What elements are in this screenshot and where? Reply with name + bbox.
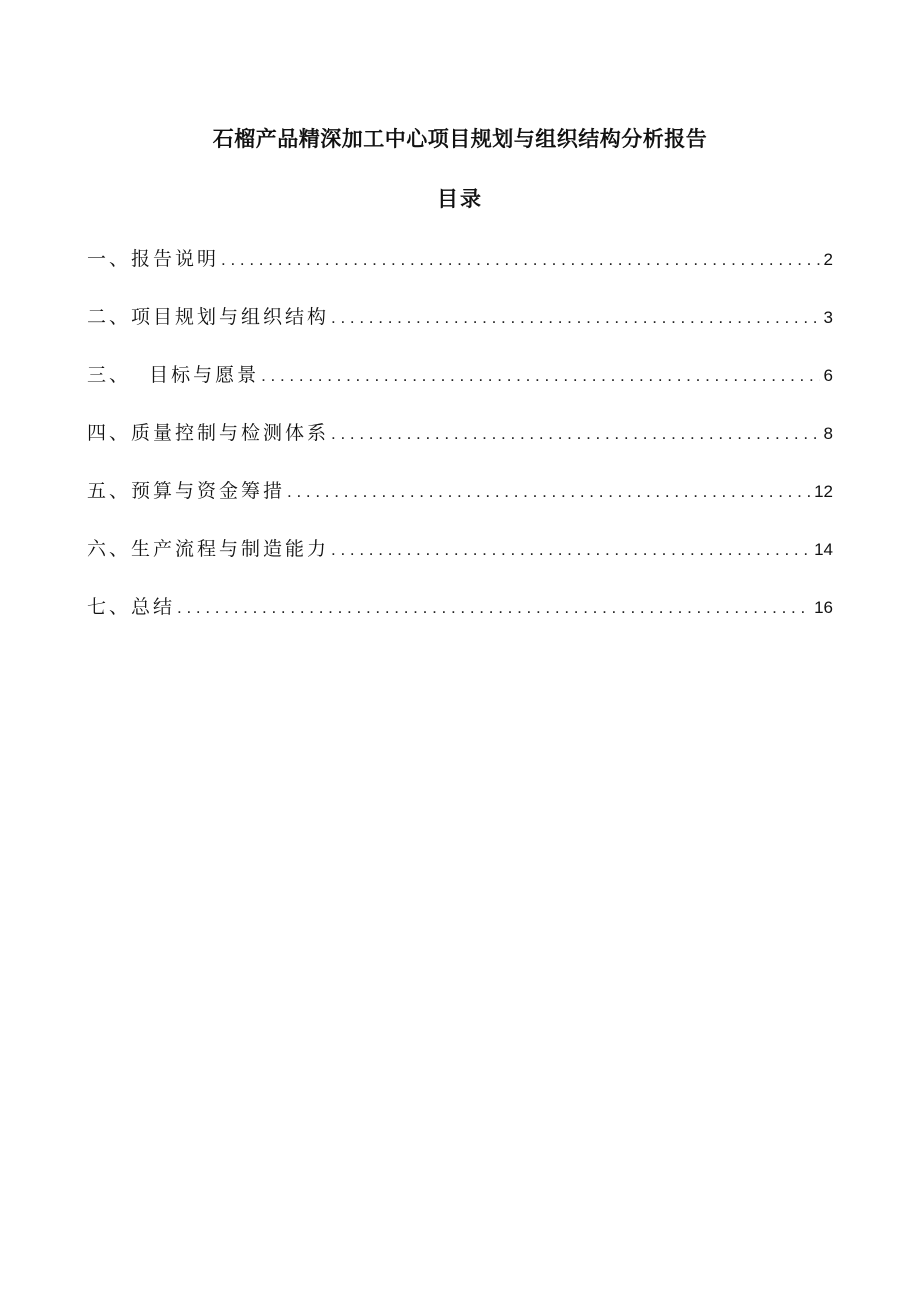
toc-entry-1[interactable] (87, 244, 833, 302)
toc-entry-label: 二、项目规划与组织结构 (87, 306, 330, 328)
toc-entry-page: 6 (823, 366, 833, 385)
toc-dot-leader (287, 477, 810, 507)
document-title: 石榴产品精深加工中心项目规划与组织结构分析报告 (212, 126, 708, 151)
toc-entry-2[interactable] (87, 302, 833, 360)
toc-entry-4[interactable] (87, 418, 833, 476)
toc-entry-label: 一、报告说明 (87, 248, 220, 270)
toc-entry-3[interactable] (87, 360, 833, 418)
toc-entry-page: 2 (823, 250, 833, 269)
toc-dot-leader (331, 419, 820, 449)
toc-dot-leader (331, 303, 820, 333)
toc-entry-page: 12 (814, 482, 833, 501)
toc-entry-label: 四、质量控制与检测体系 (87, 422, 330, 444)
toc-entry-label: 五、预算与资金筹措 (87, 480, 286, 502)
toc-entry-page: 16 (814, 598, 833, 617)
toc-entry-page: 14 (814, 540, 833, 559)
toc-entry-label: 七、总结 (87, 596, 176, 618)
toc-entry-label: 三、 目标与愿景 (87, 364, 260, 386)
toc-entry-label: 六、生产流程与制造能力 (87, 538, 330, 560)
toc-heading: 目录 (437, 186, 483, 211)
toc-entry-page: 3 (823, 308, 833, 327)
table-of-contents (87, 244, 833, 650)
toc-entry-6[interactable] (87, 534, 833, 592)
toc-entry-5[interactable] (87, 476, 833, 534)
toc-dot-leader (177, 593, 810, 623)
toc-dot-leader (331, 535, 810, 565)
toc-dot-leader (221, 245, 820, 275)
toc-dot-leader (261, 361, 819, 391)
toc-entry-7[interactable] (87, 592, 833, 650)
toc-entry-page: 8 (823, 424, 833, 443)
